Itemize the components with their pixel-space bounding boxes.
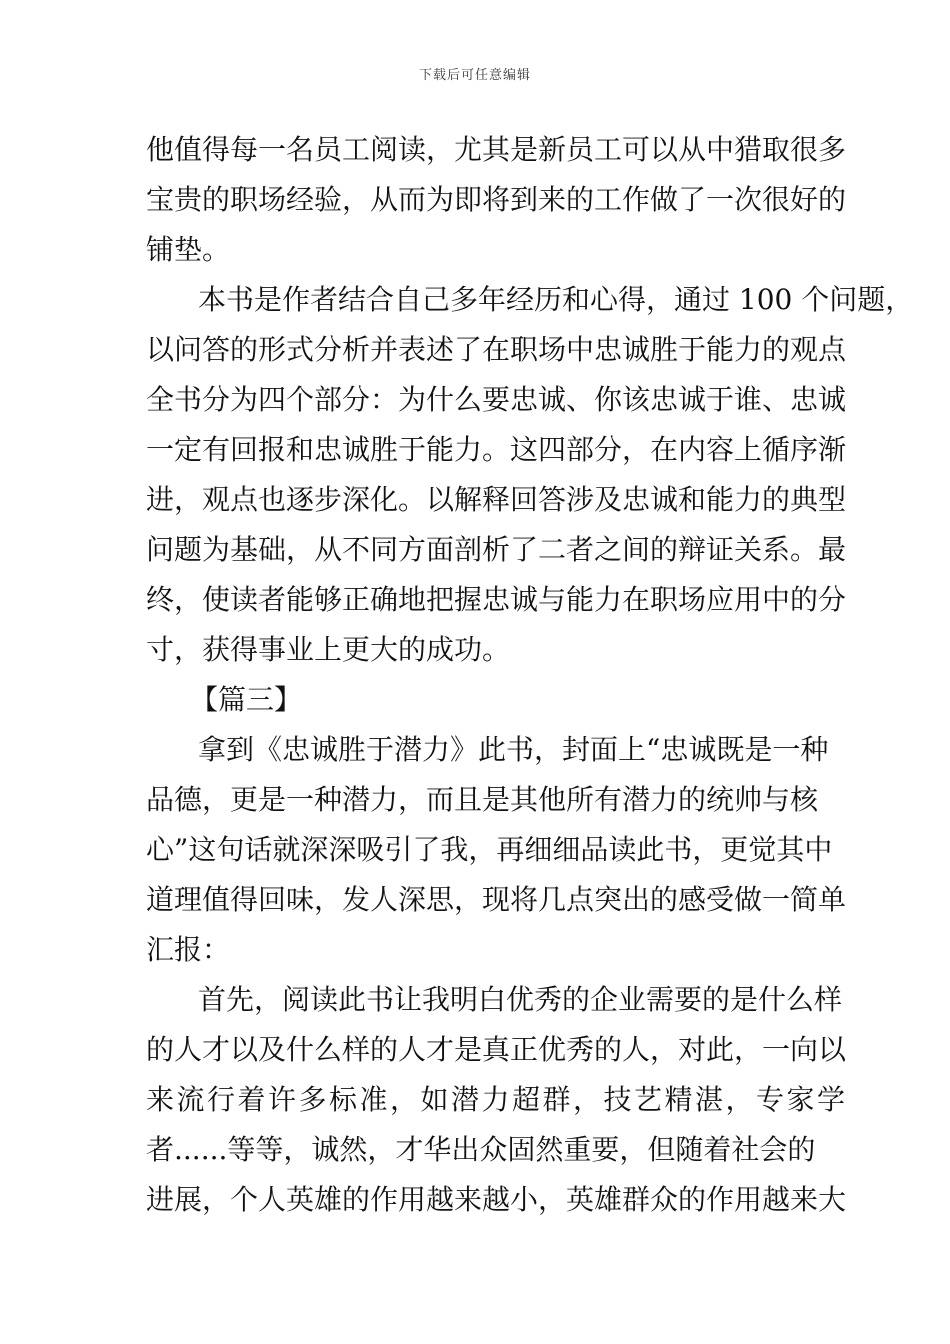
text-line: 进展，个人英雄的作用越来越小，英雄群众的作用越来大 [146, 1183, 847, 1216]
text-line: 一定有回报和忠诚胜于能力。这四部分，在内容上循序渐 [146, 433, 847, 466]
section-heading: 【篇三】 [190, 683, 303, 716]
page-header-note: 下载后可任意编辑 [418, 68, 531, 83]
text-line: 终，使读者能够正确地把握忠诚与能力在职场应用中的分 [146, 583, 847, 616]
text-line: 的人才以及什么样的人才是真正优秀的人，对此，一向以 [146, 1033, 847, 1066]
text-line: 拿到《忠诚胜于潜力》此书，封面上“忠诚既是一种 [198, 733, 829, 766]
text-line: 铺垫。 [146, 233, 231, 266]
text-line: 者......等等，诚然，才华出众固然重要，但随着社会的 [146, 1133, 816, 1166]
text-line: 寸，获得事业上更大的成功。 [146, 633, 511, 666]
text-line: 来流行着许多标准，如潜力超群，技艺精湛，专家学 [146, 1083, 848, 1116]
text-line: 以问答的形式分析并表述了在职场中忠诚胜于能力的观点 [146, 333, 847, 366]
text-line: 问题为基础，从不同方面剖析了二者之间的辩证关系。最 [146, 533, 847, 566]
text-line: 全书分为四个部分：为什么要忠诚、你该忠诚于谁、忠诚 [146, 383, 847, 416]
text-line: 心”这句话就深深吸引了我，再细细品读此书，更觉其中 [146, 833, 833, 866]
text-line: 进，观点也逐步深化。以解释回答涉及忠诚和能力的典型 [146, 483, 847, 516]
text-line: 他值得每一名员工阅读，尤其是新员工可以从中猎取很多 [146, 133, 847, 166]
text-line: 道理值得回味，发人深思，现将几点突出的感受做一简单 [146, 883, 847, 916]
text-line: 本书是作者结合自己多年经历和心得，通过 100 个问题， [198, 283, 914, 316]
text-line: 汇报： [146, 933, 231, 966]
text-line: 首先，阅读此书让我明白优秀的企业需要的是什么样 [198, 983, 843, 1016]
text-line: 宝贵的职场经验，从而为即将到来的工作做了一次很好的 [146, 183, 847, 216]
text-line: 品德，更是一种潜力，而且是其他所有潜力的统帅与核 [146, 783, 819, 816]
